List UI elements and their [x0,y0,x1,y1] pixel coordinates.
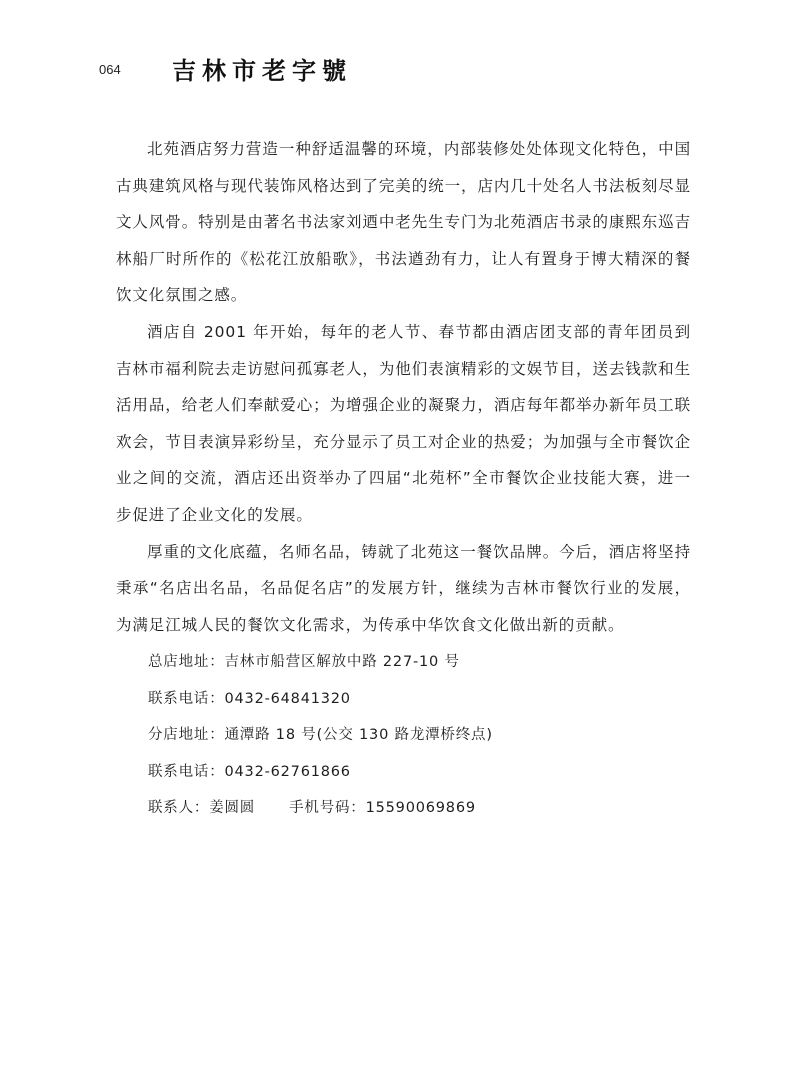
book-title: 吉林市老字號 [172,56,352,85]
contact-info [148,644,493,827]
branch-store-address: 分店地址：通潭路 18 号(公交 130 路龙潭桥终点) [148,727,493,744]
contact-person-row [148,790,493,827]
page-number: 064 [99,62,121,77]
branch-store-phone: 联系电话：0432-62761866 [148,763,351,780]
main-store-address: 总店地址：吉林市船营区解放中路 227-10 号 [148,654,460,670]
paragraph-activities: 酒店自 2001 年开始，每年的老人节、春节都由酒店团支部的青年团员到吉林市福利院去走访慰问孤寡老人，为他们表演精彩的文娱节目，送去钱款和生活用品，给老人们奉献爱心；为增强企业的凝聚力，酒店每年都举办新年员工联欢会，节目表演异彩纷呈，充分显示了员工对企业的热爱；为加强与全市餐饮企业之间的交流，酒店还出资举办了四届“北苑杯”全市餐饮企业技能大赛，进一步促进了企业文化的发展。 [116,322,691,524]
contact-person: 联系人：姜圆圆 [148,800,256,817]
article-body [116,131,691,643]
mobile-number: 手机号码：15590069869 [289,800,476,817]
paragraph-decor: 北苑酒店努力营造一种舒适温馨的环境，内部装修处处体现文化特色，中国古典建筑风格与现代装饰风格达到了完美的统一，店内几十处名人书法板刻尽显文人风骨。特别是由著名书法家刘迺中老先生专门为北苑酒店书录的康熙东巡吉林船厂时所作的《松花江放船歌》，书法遒劲有力，让人有置身于博大精深的餐饮文化氛围之感。 [116,140,691,305]
paragraph-outlook: 厚重的文化底蕴，名师名品，铸就了北苑这一餐饮品牌。今后，酒店将坚持秉承“名店出名品，名品促名店”的发展方针，继续为吉林市餐饮行业的发展，为满足江城人民的餐饮文化需求，为传承中华饮食文化做出新的贡献。 [116,542,691,634]
main-store-phone: 联系电话：0432-64841320 [148,690,351,707]
